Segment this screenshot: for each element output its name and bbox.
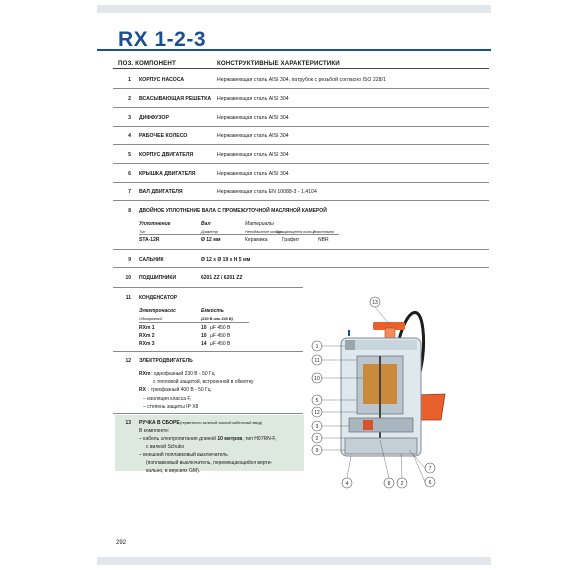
seal-sub-elastomer: Эластомер [313,230,334,234]
seal-elastomer-value: NBR [318,237,329,243]
capacitor-value: 10 [201,325,207,331]
seal-sub-diameter: Диаметр [201,230,218,234]
table-row [113,72,489,89]
handle-label: РУЧКА В СБОРЕ [139,420,180,426]
bearings-label: ПОДШИПНИКИ [139,275,177,281]
svg-text:7: 7 [428,466,432,472]
callout-11 [312,355,322,365]
row-component: КОРПУС ДВИГАТЕЛЯ [139,152,194,158]
row-component: ВАЛ ДВИГАТЕЛЯ [139,189,183,195]
svg-text:5: 5 [315,398,319,404]
callout-10 [312,373,322,383]
row-number: 3 [128,115,131,121]
row-description: Нержавеющая сталь AISI 304 [217,96,289,102]
row-number: 5 [128,152,131,158]
impeller-area [349,418,413,432]
motor-rxm-line1: : однофазный 230 В - 50 Гц [151,371,215,377]
row-component: РАБОЧЕЕ КОЛЕСО [139,133,188,139]
page-number: 292 [116,540,127,546]
section-divider [113,267,489,268]
capacitor-value: 10 [201,333,207,339]
capacitor-value: 14 [201,341,207,347]
seal-col-shaft: Вал [201,221,211,227]
row-component: КРЫШКА ДВИГАТЕЛЯ [139,171,196,177]
handle-label-note: (герметично залитый смолой кабельный ввод) [180,421,263,425]
svg-text:2: 2 [315,436,319,442]
callout-2b [397,478,407,488]
callout-9 [312,445,322,455]
seal-fixed-value: Керамика [245,237,268,243]
row-description: Нержавеющая сталь AISI 304 [217,171,289,177]
column-header-characteristics: КОНСТРУКТИВНЫЕ ХАРАКТЕРИСТИКИ [217,60,340,67]
seal-col-materials: Материалы [245,221,274,227]
row-number: 1 [128,77,131,83]
row-number: 4 [128,133,131,139]
pump-top-cap [345,340,417,350]
row-component: ВСАСЫВАЮЩАЯ РЕШЕТКА [139,96,212,102]
seal-type-value: STA-12R [139,237,160,243]
svg-text:3: 3 [315,424,319,430]
handle-float-detail: (поплавковый выключатель, перемещающийся верти- [146,460,273,466]
motor-number: 12 [125,358,131,364]
motor-rxm-line2: с тепловой защитой, встроенной в обмотку [153,379,254,385]
svg-text:12: 12 [314,410,320,416]
seal-title: ДВОЙНОЕ УПЛОТНЕНИЕ ВАЛА С ПРОМЕЖУТОЧНОЙ МАСЛЯНОЙ КАМЕРОЙ [139,208,327,214]
capacitor-number: 11 [125,295,131,301]
seal-table-rule [139,234,339,235]
seal-sub-type: Тип [139,230,146,234]
callout-8 [384,478,394,488]
svg-text:9: 9 [315,448,319,454]
seal-sub-rotating: Вращающееся кольцо [276,230,316,234]
column-header-component: ПОЗ. КОМПОНЕНТ [118,60,176,67]
svg-text:2: 2 [400,481,404,487]
capacitor-pump: RXm 2 [139,333,155,339]
svg-text:11: 11 [314,358,320,364]
bearings-number: 10 [125,275,131,281]
motor-bullet-insulation: – изоляция класса F, [143,396,192,402]
table-row [113,166,489,183]
callout-2 [312,433,322,443]
handle-float-versions: кально, в версиях GM). [146,468,201,474]
section-divider [113,249,489,250]
row-description: Нержавеющая сталь AISI 304, патрубок с резьбой согласно ISO 228/1 [217,77,386,83]
row-component: ДИФФУЗОР [139,115,169,121]
capacitor-pump: RXm 3 [139,341,155,347]
capacitor-unit: μF 450 В [210,325,231,331]
table-row [113,91,489,108]
seal-col-seal: Уплотнение [139,221,171,227]
gland-label: САЛЬНИК [139,257,164,263]
callout-13 [370,297,380,307]
handle-plug-line: с вилкой Schuko [146,444,185,450]
capacitor-sub-volt: (230 В или 240 В) [201,317,233,321]
row-description: Нержавеющая сталь AISI 304 [217,133,289,139]
row-number: 6 [128,171,131,177]
svg-text:4: 4 [345,481,349,487]
section-divider [113,287,303,288]
motor-rx-line: : трехфазный 400 В - 50 Гц [148,387,211,393]
capacitor-table-rule [139,322,249,323]
capacitor-unit: μF 450 В [210,341,231,347]
motor-bullet-protection: – степень защиты IP X8 [143,404,199,410]
row-description: Нержавеющая сталь EN 10088-3 - 1.4104 [217,189,317,195]
suction-grid [345,438,417,454]
callout-1 [312,341,322,351]
row-component: КОРПУС НАСОСА [139,77,185,83]
callout-3 [312,421,322,431]
table-row [113,110,489,127]
seal-sub-fixed: Неподвижное кольцо [245,230,283,234]
gland-value: Ø 12 x Ø 19 x H 5 мм [201,257,251,263]
bearings-value: 6201 ZZ / 6201 ZZ [201,275,243,281]
motor-label: ЭЛЕКТРОДВИГАТЕЛЬ [139,358,193,364]
header-divider [113,68,489,69]
capacitor-unit: μF 450 В [210,333,231,339]
outlet-port [345,340,355,350]
capacitor-pump: RXm 1 [139,325,155,331]
seal-number: 8 [128,208,131,214]
callout-6 [425,477,435,487]
seal-rotating-value: Графит [282,237,300,243]
svg-text:1: 1 [315,344,319,350]
table-row [113,128,489,145]
capacitor-col-pump: Электронасос [139,308,176,314]
top-decorative-bar [97,5,491,13]
svg-text:6: 6 [428,480,432,486]
section-divider [113,351,303,352]
table-row [113,147,489,164]
handle-included: В комплекте: [139,428,170,434]
handle-number: 13 [125,420,131,426]
callout-7 [425,463,435,473]
page-title: RX 1-2-3 [118,28,207,51]
capacitor-col-capacity: Емкость [201,308,224,314]
svg-text:13: 13 [372,300,378,306]
handle-cable-line: – кабель электропитания длиной 10 метров, тип H07RN-F, [139,436,277,442]
row-number: 7 [128,189,131,195]
handle-float-line: – внешний поплавковый выключатель [139,452,228,458]
callout-12 [312,407,322,417]
title-underline [97,49,491,51]
table-row [113,184,489,201]
section-divider [113,413,303,414]
motor-rxm-label: RXm [139,371,151,377]
bottom-decorative-bar [97,557,491,565]
capacitor-label: КОНДЕНСАТОР [139,295,178,301]
row-number: 2 [128,96,131,102]
capacitor-sub-phase: Однофазный [139,317,163,321]
svg-text:8: 8 [387,481,391,487]
row-description: Нержавеющая сталь AISI 304 [217,152,289,158]
gland-number: 9 [128,257,131,263]
row-description: Нержавеющая сталь AISI 304 [217,115,289,121]
seal-diameter-value: Ø 12 мм [201,237,221,243]
pump-cutaway-illustration [305,290,450,495]
callout-5 [312,395,322,405]
motor-rx-label: RX [139,387,146,393]
seal-part [363,420,373,430]
callout-4 [342,478,352,488]
svg-text:10: 10 [314,376,320,382]
